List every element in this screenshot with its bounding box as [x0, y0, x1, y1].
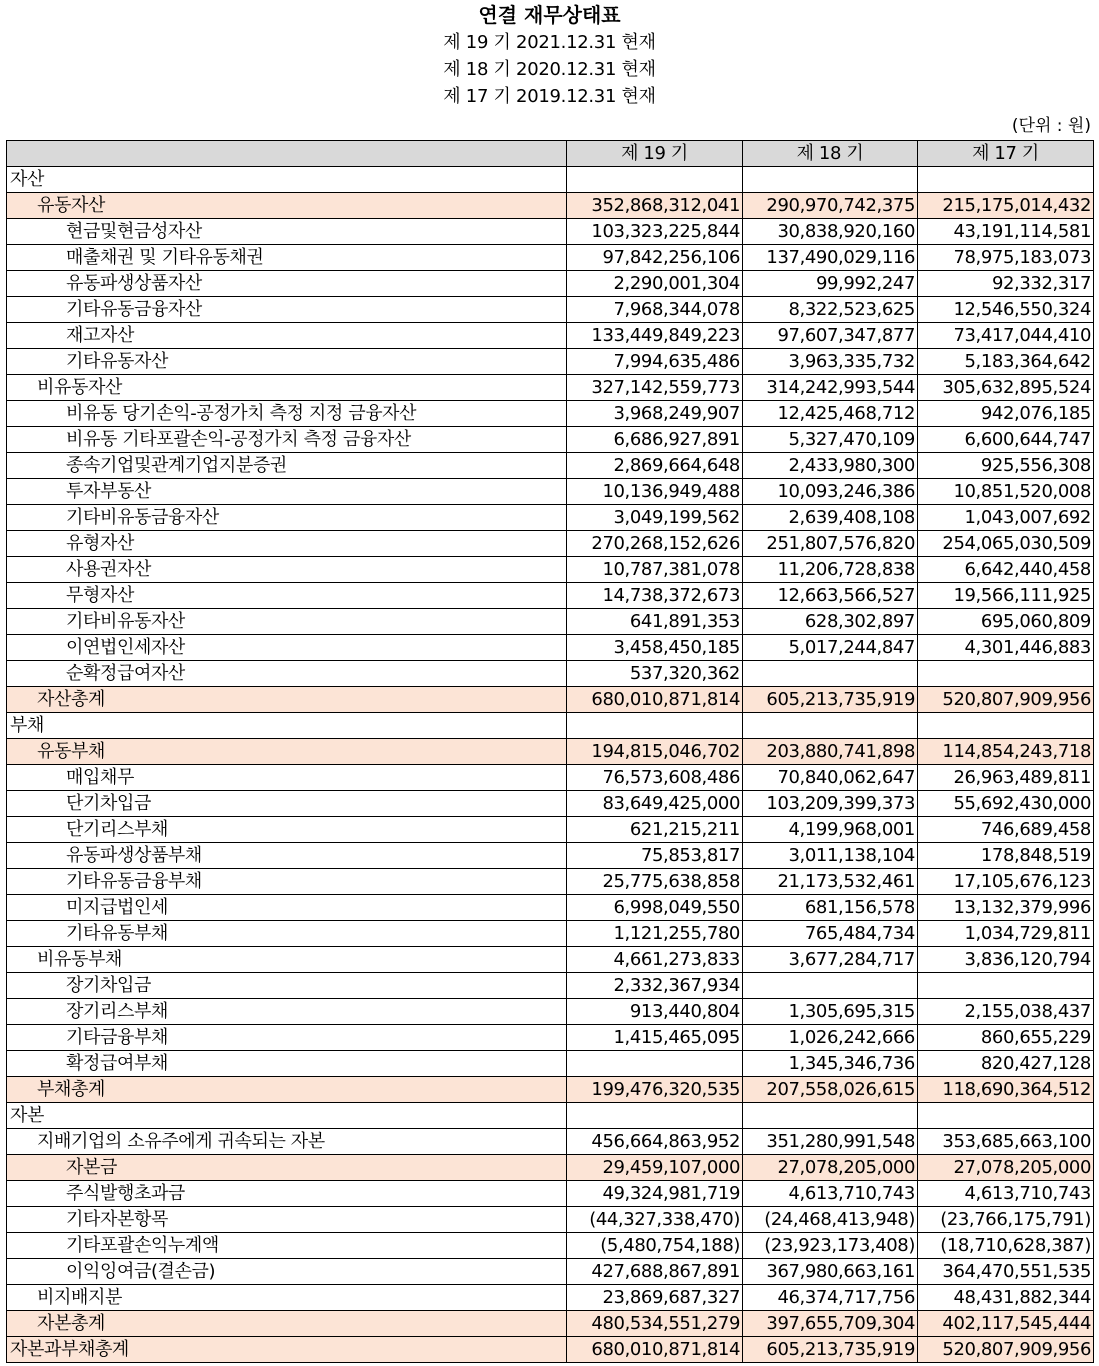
account-label: 기타유동금융자산	[7, 297, 567, 323]
account-label: 매출채권 및 기타유동채권	[7, 245, 567, 271]
header-period-17: 제 17 기	[918, 141, 1094, 167]
amount-period-17: 78,975,183,073	[918, 245, 1094, 271]
table-row	[7, 557, 1094, 583]
table-row	[7, 687, 1094, 713]
amount-period-18: 397,655,709,304	[743, 1311, 918, 1337]
account-label: 사용권자산	[7, 557, 567, 583]
table-row	[7, 973, 1094, 999]
amount-period-18: (24,468,413,948)	[743, 1207, 918, 1233]
amount-period-19: 3,458,450,185	[567, 635, 743, 661]
amount-period-18: 2,639,408,108	[743, 505, 918, 531]
amount-period-17: 520,807,909,956	[918, 1337, 1094, 1363]
amount-period-17: 364,470,551,535	[918, 1259, 1094, 1285]
amount-period-18: 3,963,335,732	[743, 349, 918, 375]
account-label: 비지배지분	[7, 1285, 567, 1311]
account-label: 자본총계	[7, 1311, 567, 1337]
account-label: 미지급법인세	[7, 895, 567, 921]
amount-period-19: 75,853,817	[567, 843, 743, 869]
amount-period-17: 5,183,364,642	[918, 349, 1094, 375]
amount-period-19: (5,480,754,188)	[567, 1233, 743, 1259]
amount-period-17: 27,078,205,000	[918, 1155, 1094, 1181]
amount-period-18: 10,093,246,386	[743, 479, 918, 505]
amount-period-19: 29,459,107,000	[567, 1155, 743, 1181]
amount-period-17: 12,546,550,324	[918, 297, 1094, 323]
amount-period-19: 76,573,608,486	[567, 765, 743, 791]
amount-period-17: 4,613,710,743	[918, 1181, 1094, 1207]
account-label: 비유동 당기손익-공정가치 측정 지정 금융자산	[7, 401, 567, 427]
amount-period-18: 46,374,717,756	[743, 1285, 918, 1311]
amount-period-18: 103,209,399,373	[743, 791, 918, 817]
amount-period-18	[743, 1103, 918, 1129]
table-row	[7, 1129, 1094, 1155]
balance-sheet-table	[6, 140, 1094, 1363]
amount-period-17	[918, 1103, 1094, 1129]
account-label: 지배기업의 소유주에게 귀속되는 자본	[7, 1129, 567, 1155]
amount-period-18: 12,425,468,712	[743, 401, 918, 427]
account-label: 유형자산	[7, 531, 567, 557]
account-label: 유동자산	[7, 193, 567, 219]
account-label: 자본금	[7, 1155, 567, 1181]
table-row	[7, 739, 1094, 765]
table-row	[7, 765, 1094, 791]
amount-period-18: 203,880,741,898	[743, 739, 918, 765]
amount-period-18: 30,838,920,160	[743, 219, 918, 245]
amount-period-19: 194,815,046,702	[567, 739, 743, 765]
amount-period-17: 10,851,520,008	[918, 479, 1094, 505]
amount-period-17: 305,632,895,524	[918, 375, 1094, 401]
table-row	[7, 1077, 1094, 1103]
amount-period-17: 353,685,663,100	[918, 1129, 1094, 1155]
amount-period-17: 114,854,243,718	[918, 739, 1094, 765]
amount-period-17: 43,191,114,581	[918, 219, 1094, 245]
account-label: 장기리스부채	[7, 999, 567, 1025]
account-label: 기타유동부채	[7, 921, 567, 947]
amount-period-19: 352,868,312,041	[567, 193, 743, 219]
unit-label: (단위 : 원)	[1011, 116, 1091, 136]
amount-period-19: 83,649,425,000	[567, 791, 743, 817]
amount-period-17: 17,105,676,123	[918, 869, 1094, 895]
account-label: 기타유동금융부채	[7, 869, 567, 895]
account-label: 기타자본항목	[7, 1207, 567, 1233]
amount-period-18: 605,213,735,919	[743, 1337, 918, 1363]
amount-period-17: 55,692,430,000	[918, 791, 1094, 817]
amount-period-18: 4,613,710,743	[743, 1181, 918, 1207]
account-label: 자산	[7, 167, 567, 193]
amount-period-19: 1,121,255,780	[567, 921, 743, 947]
amount-period-18: 681,156,578	[743, 895, 918, 921]
amount-period-19: 537,320,362	[567, 661, 743, 687]
amount-period-17: 48,431,882,344	[918, 1285, 1094, 1311]
table-row	[7, 1103, 1094, 1129]
table-row	[7, 1181, 1094, 1207]
amount-period-17: 1,043,007,692	[918, 505, 1094, 531]
account-label: 이익잉여금(결손금)	[7, 1259, 567, 1285]
table-row	[7, 193, 1094, 219]
table-row	[7, 635, 1094, 661]
amount-period-18	[743, 713, 918, 739]
amount-period-18: 99,992,247	[743, 271, 918, 297]
amount-period-18: 367,980,663,161	[743, 1259, 918, 1285]
amount-period-17: 3,836,120,794	[918, 947, 1094, 973]
amount-period-19: 621,215,211	[567, 817, 743, 843]
amount-period-18: 2,433,980,300	[743, 453, 918, 479]
table-row	[7, 713, 1094, 739]
table-row	[7, 453, 1094, 479]
table-row	[7, 531, 1094, 557]
account-label: 매입채무	[7, 765, 567, 791]
amount-period-19: 199,476,320,535	[567, 1077, 743, 1103]
period-line-17: 제 17 기 2019.12.31 현재	[443, 86, 656, 107]
amount-period-18: 1,345,346,736	[743, 1051, 918, 1077]
amount-period-18: 5,017,244,847	[743, 635, 918, 661]
account-label: 이연법인세자산	[7, 635, 567, 661]
amount-period-18	[743, 167, 918, 193]
period-line-18: 제 18 기 2020.12.31 현재	[443, 59, 656, 80]
amount-period-17: 520,807,909,956	[918, 687, 1094, 713]
table-row	[7, 401, 1094, 427]
amount-period-19: 25,775,638,858	[567, 869, 743, 895]
header-row	[7, 141, 1094, 167]
amount-period-18: 1,026,242,666	[743, 1025, 918, 1051]
amount-period-17: 4,301,446,883	[918, 635, 1094, 661]
amount-period-18: 351,280,991,548	[743, 1129, 918, 1155]
amount-period-18	[743, 661, 918, 687]
amount-period-17: 820,427,128	[918, 1051, 1094, 1077]
amount-period-17: (23,766,175,791)	[918, 1207, 1094, 1233]
amount-period-19	[567, 167, 743, 193]
amount-period-18: 8,322,523,625	[743, 297, 918, 323]
account-label: 자본	[7, 1103, 567, 1129]
amount-period-17: 925,556,308	[918, 453, 1094, 479]
account-label: 유동파생상품자산	[7, 271, 567, 297]
account-label: 재고자산	[7, 323, 567, 349]
amount-period-17	[918, 167, 1094, 193]
table-row	[7, 1337, 1094, 1363]
amount-period-19	[567, 1051, 743, 1077]
account-label: 단기리스부채	[7, 817, 567, 843]
account-label: 현금및현금성자산	[7, 219, 567, 245]
table-row	[7, 427, 1094, 453]
table-row	[7, 1155, 1094, 1181]
amount-period-19: 49,324,981,719	[567, 1181, 743, 1207]
account-label: 기타비유동자산	[7, 609, 567, 635]
table-row	[7, 817, 1094, 843]
account-label: 무형자산	[7, 583, 567, 609]
amount-period-19	[567, 713, 743, 739]
amount-period-19: 641,891,353	[567, 609, 743, 635]
table-row	[7, 1025, 1094, 1051]
table-row	[7, 1311, 1094, 1337]
amount-period-19: 7,994,635,486	[567, 349, 743, 375]
amount-period-18: 3,011,138,104	[743, 843, 918, 869]
account-label: 기타금융부채	[7, 1025, 567, 1051]
table-row	[7, 323, 1094, 349]
header-account	[7, 141, 567, 167]
amount-period-19: 3,968,249,907	[567, 401, 743, 427]
period-line-19: 제 19 기 2021.12.31 현재	[443, 32, 656, 53]
table-row	[7, 947, 1094, 973]
account-label: 종속기업및관계기업지분증권	[7, 453, 567, 479]
amount-period-18: 11,206,728,838	[743, 557, 918, 583]
table-row	[7, 349, 1094, 375]
amount-period-19: 10,136,949,488	[567, 479, 743, 505]
header-period-19: 제 19 기	[567, 141, 743, 167]
account-label: 유동파생상품부채	[7, 843, 567, 869]
amount-period-19: 327,142,559,773	[567, 375, 743, 401]
table-row	[7, 921, 1094, 947]
amount-period-19: 913,440,804	[567, 999, 743, 1025]
table-row	[7, 869, 1094, 895]
account-label: 기타비유동금융자산	[7, 505, 567, 531]
amount-period-18: 1,305,695,315	[743, 999, 918, 1025]
amount-period-19: 456,664,863,952	[567, 1129, 743, 1155]
amount-period-17: 92,332,317	[918, 271, 1094, 297]
amount-period-17: 6,642,440,458	[918, 557, 1094, 583]
amount-period-17: 13,132,379,996	[918, 895, 1094, 921]
amount-period-19: 6,686,927,891	[567, 427, 743, 453]
amount-period-19: 10,787,381,078	[567, 557, 743, 583]
statement-title: 연결 재무상태표	[478, 3, 621, 27]
amount-period-17: 118,690,364,512	[918, 1077, 1094, 1103]
amount-period-17: 215,175,014,432	[918, 193, 1094, 219]
amount-period-18: 251,807,576,820	[743, 531, 918, 557]
account-label: 자본과부채총계	[7, 1337, 567, 1363]
account-label: 부채총계	[7, 1077, 567, 1103]
account-label: 순확정급여자산	[7, 661, 567, 687]
amount-period-17: 178,848,519	[918, 843, 1094, 869]
amount-period-19: 7,968,344,078	[567, 297, 743, 323]
account-label: 확정급여부채	[7, 1051, 567, 1077]
amount-period-17: 26,963,489,811	[918, 765, 1094, 791]
table-row	[7, 219, 1094, 245]
table-row	[7, 999, 1094, 1025]
amount-period-19: 2,332,367,934	[567, 973, 743, 999]
amount-period-17: 942,076,185	[918, 401, 1094, 427]
table-row	[7, 505, 1094, 531]
amount-period-18: 314,242,993,544	[743, 375, 918, 401]
amount-period-18: 21,173,532,461	[743, 869, 918, 895]
table-row	[7, 1259, 1094, 1285]
amount-period-19: 2,290,001,304	[567, 271, 743, 297]
amount-period-18: 765,484,734	[743, 921, 918, 947]
amount-period-17: 73,417,044,410	[918, 323, 1094, 349]
amount-period-17	[918, 713, 1094, 739]
table-row	[7, 271, 1094, 297]
amount-period-18: 27,078,205,000	[743, 1155, 918, 1181]
table-row	[7, 895, 1094, 921]
account-label: 투자부동산	[7, 479, 567, 505]
amount-period-19: 680,010,871,814	[567, 1337, 743, 1363]
amount-period-18: 97,607,347,877	[743, 323, 918, 349]
table-row	[7, 1207, 1094, 1233]
amount-period-18: 12,663,566,527	[743, 583, 918, 609]
amount-period-18	[743, 973, 918, 999]
account-label: 주식발행초과금	[7, 1181, 567, 1207]
amount-period-19: 6,998,049,550	[567, 895, 743, 921]
account-label: 비유동 기타포괄손익-공정가치 측정 금융자산	[7, 427, 567, 453]
amount-period-17: 19,566,111,925	[918, 583, 1094, 609]
amount-period-17	[918, 973, 1094, 999]
account-label: 단기차입금	[7, 791, 567, 817]
amount-period-19: 680,010,871,814	[567, 687, 743, 713]
table-row	[7, 1051, 1094, 1077]
amount-period-18: 207,558,026,615	[743, 1077, 918, 1103]
amount-period-19: 427,688,867,891	[567, 1259, 743, 1285]
table-row	[7, 245, 1094, 271]
account-label: 자산총계	[7, 687, 567, 713]
amount-period-19: 103,323,225,844	[567, 219, 743, 245]
table-row	[7, 1233, 1094, 1259]
table-row	[7, 375, 1094, 401]
amount-period-17: 6,600,644,747	[918, 427, 1094, 453]
table-row	[7, 583, 1094, 609]
account-label: 기타포괄손익누계액	[7, 1233, 567, 1259]
amount-period-17: (18,710,628,387)	[918, 1233, 1094, 1259]
table-row	[7, 297, 1094, 323]
table-row	[7, 661, 1094, 687]
header-period-18: 제 18 기	[743, 141, 918, 167]
amount-period-19: 2,869,664,648	[567, 453, 743, 479]
amount-period-18: 70,840,062,647	[743, 765, 918, 791]
amount-period-17: 746,689,458	[918, 817, 1094, 843]
amount-period-17: 1,034,729,811	[918, 921, 1094, 947]
amount-period-17: 695,060,809	[918, 609, 1094, 635]
table-row	[7, 1285, 1094, 1311]
amount-period-19: 270,268,152,626	[567, 531, 743, 557]
amount-period-19: 23,869,687,327	[567, 1285, 743, 1311]
amount-period-17: 254,065,030,509	[918, 531, 1094, 557]
amount-period-17: 860,655,229	[918, 1025, 1094, 1051]
account-label: 기타유동자산	[7, 349, 567, 375]
amount-period-18: 3,677,284,717	[743, 947, 918, 973]
table-row	[7, 843, 1094, 869]
amount-period-17: 402,117,545,444	[918, 1311, 1094, 1337]
amount-period-19: 1,415,465,095	[567, 1025, 743, 1051]
account-label: 장기차입금	[7, 973, 567, 999]
table-row	[7, 167, 1094, 193]
amount-period-18: 290,970,742,375	[743, 193, 918, 219]
amount-period-19: 97,842,256,106	[567, 245, 743, 271]
amount-period-18: 137,490,029,116	[743, 245, 918, 271]
table-row	[7, 609, 1094, 635]
amount-period-18: (23,923,173,408)	[743, 1233, 918, 1259]
amount-period-19: 133,449,849,223	[567, 323, 743, 349]
amount-period-18: 5,327,470,109	[743, 427, 918, 453]
amount-period-18: 605,213,735,919	[743, 687, 918, 713]
amount-period-19: (44,327,338,470)	[567, 1207, 743, 1233]
amount-period-18: 628,302,897	[743, 609, 918, 635]
account-label: 비유동자산	[7, 375, 567, 401]
account-label: 비유동부채	[7, 947, 567, 973]
account-label: 유동부채	[7, 739, 567, 765]
table-row	[7, 479, 1094, 505]
account-label: 부채	[7, 713, 567, 739]
table-row	[7, 791, 1094, 817]
amount-period-17: 2,155,038,437	[918, 999, 1094, 1025]
amount-period-19: 480,534,551,279	[567, 1311, 743, 1337]
amount-period-19: 4,661,273,833	[567, 947, 743, 973]
table-body	[7, 167, 1094, 1363]
amount-period-18: 4,199,968,001	[743, 817, 918, 843]
amount-period-19	[567, 1103, 743, 1129]
amount-period-19: 14,738,372,673	[567, 583, 743, 609]
amount-period-17	[918, 661, 1094, 687]
amount-period-19: 3,049,199,562	[567, 505, 743, 531]
